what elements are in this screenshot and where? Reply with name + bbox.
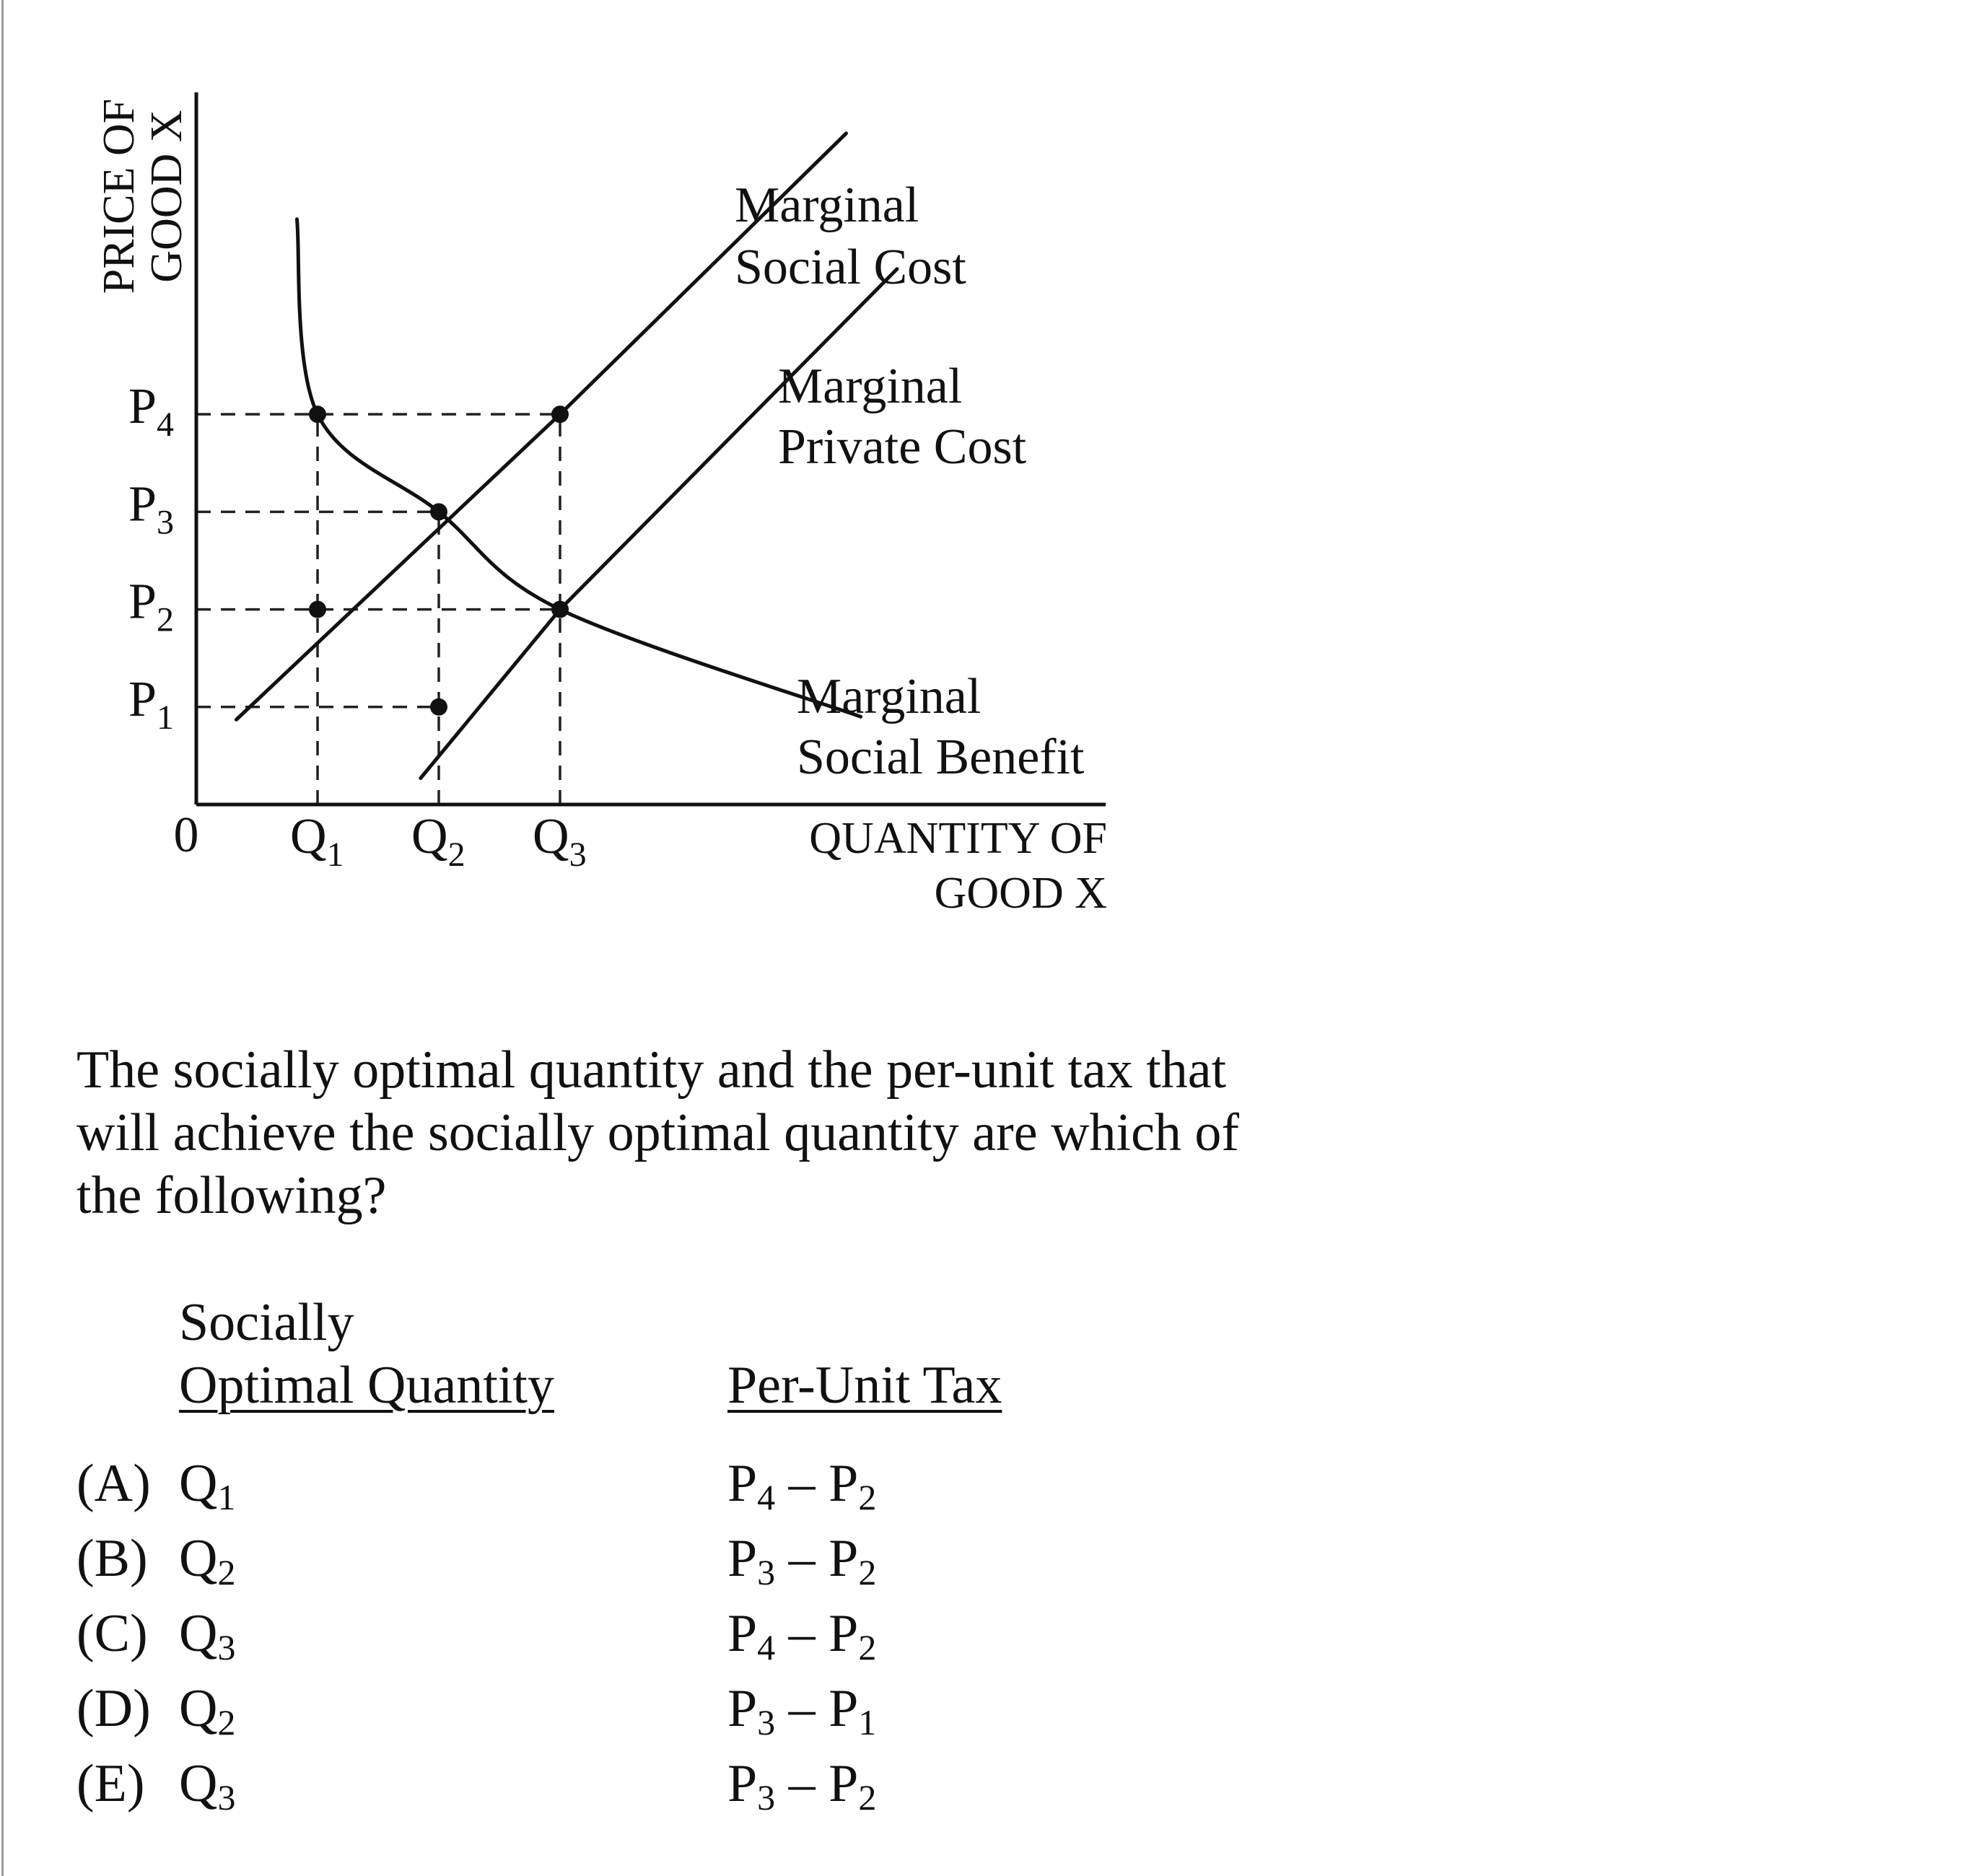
quantity-symbol: Q [179,1454,218,1513]
tax-price-a-subscript: 4 [757,1477,776,1517]
tax-price-a: P [727,1604,758,1663]
choice-quantity [179,1753,236,1818]
tax-price-b-subscript: 1 [858,1702,877,1743]
choice-letter: (C) [76,1604,148,1663]
origin-label: 0 [173,807,199,863]
tax-price-b-subscript: 2 [858,1552,877,1592]
tax-price-a: P [727,1454,758,1513]
intersection-point-4 [551,601,569,618]
y-tick-label-p4-subscript: 4 [156,406,174,444]
mpc-label-line2: Private Cost [778,419,1027,475]
y-tick-label-p1 [128,672,174,737]
choice-letter: (E) [76,1754,145,1813]
tax-price-a: P [727,1529,758,1588]
choice-quantity [179,1603,235,1665]
tax-minus-sign: – [775,1754,829,1813]
tax-column-heading-text: Per-Unit Tax [727,1356,1002,1415]
intersection-point-3 [309,601,326,618]
quantity-symbol: Q [179,1529,218,1588]
msb-label-line1: Marginal [797,669,982,724]
intersection-point-1 [551,406,569,423]
x-tick-label-q3-subscript: 3 [569,836,587,874]
x-axis-label-line1: QUANTITY OF [809,814,1107,863]
quantity-subscript: 3 [217,1627,236,1667]
tax-price-b: P [829,1754,859,1813]
choice-tax [727,1528,876,1590]
choice-a[interactable] [0,1453,1963,1528]
tax-price-a-subscript: 4 [757,1627,776,1667]
quantity-subscript: 2 [217,1552,236,1592]
tax-price-b-subscript: 2 [858,1477,877,1517]
y-tick-label-p2-subscript: 2 [156,600,174,639]
y-axis-label-line1: PRICE OF [95,98,144,294]
choice-letter: (B) [76,1529,148,1588]
choice-letter: (D) [76,1679,151,1738]
y-axis-label-line2: GOOD X [142,110,191,283]
x-tick-label-q1 [290,809,344,874]
quantity-column-heading-line2: Optimal Quantity [179,1356,554,1415]
choice-tax [727,1753,877,1818]
x-tick-label-q1-base: Q [290,809,327,864]
tax-price-b: P [829,1529,859,1588]
quantity-symbol: Q [179,1679,218,1738]
tax-minus-sign: – [775,1679,829,1738]
msc-label-line1: Marginal [735,177,919,233]
choice-d[interactable] [0,1678,1963,1753]
choice-tax [727,1603,876,1665]
quantity-symbol: Q [179,1604,218,1663]
y-tick-label-p4 [128,379,174,444]
x-tick-label-q2 [411,809,465,874]
choice-quantity [179,1678,236,1743]
quantity-column-heading [179,1354,554,1417]
msb-label-line2: Social Benefit [797,729,1085,785]
tax-column-heading [727,1354,1002,1417]
tax-price-b: P [829,1679,859,1738]
y-tick-label-p3-base: P [128,476,157,532]
choice-tax [727,1678,877,1743]
tax-price-b-subscript: 2 [858,1627,877,1667]
x-tick-label-q1-subscript: 1 [326,836,344,874]
question-text: The socially optimal quantity and the per-unit tax that will achieve the socially optimal quantity are which of the following? [76,1040,1240,1225]
choice-quantity [179,1453,235,1515]
x-tick-label-q3-base: Q [533,809,569,864]
x-tick-label-q2-base: Q [411,809,448,864]
y-tick-label-p4-base: P [128,379,157,435]
y-tick-label-p3 [128,476,174,541]
msc-label-line2: Social Cost [735,240,966,295]
tax-minus-sign: – [775,1529,829,1588]
choice-quantity [179,1528,235,1590]
tax-price-a: P [727,1754,758,1813]
quantity-subscript: 2 [217,1702,236,1743]
y-tick-label-p2 [128,574,174,639]
tax-price-b-subscript: 2 [858,1777,877,1818]
intersection-point-0 [309,406,326,423]
choice-b[interactable] [0,1528,1963,1603]
intersection-point-5 [430,698,447,716]
choice-letter: (A) [76,1454,151,1513]
choice-c[interactable] [0,1603,1963,1678]
quantity-subscript: 1 [217,1477,236,1517]
mpc-label-line1: Marginal [778,359,963,414]
tax-price-a: P [727,1679,758,1738]
quantity-symbol: Q [179,1754,218,1813]
tax-price-a-subscript: 3 [757,1552,776,1592]
x-tick-label-q2-subscript: 2 [447,836,465,874]
y-tick-label-p1-base: P [128,671,157,727]
y-tick-label-p1-subscript: 1 [156,698,174,737]
choice-e[interactable] [0,1753,1963,1828]
tax-minus-sign: – [775,1454,829,1513]
tax-price-b: P [829,1604,859,1663]
y-tick-label-p2-base: P [128,574,157,630]
tax-price-a-subscript: 3 [757,1702,776,1743]
tax-minus-sign: – [775,1604,829,1663]
choice-tax [727,1453,876,1515]
y-tick-label-p3-subscript: 3 [156,503,174,542]
intersection-point-2 [430,503,447,520]
quantity-column-heading-line1: Socially [179,1293,354,1352]
tax-price-a-subscript: 3 [757,1777,776,1818]
tax-price-b: P [829,1454,859,1513]
quantity-subscript: 3 [217,1777,236,1818]
supply-demand-chart [0,0,1155,938]
x-tick-label-q3 [533,809,587,874]
x-axis-label-line2: GOOD X [934,869,1107,918]
